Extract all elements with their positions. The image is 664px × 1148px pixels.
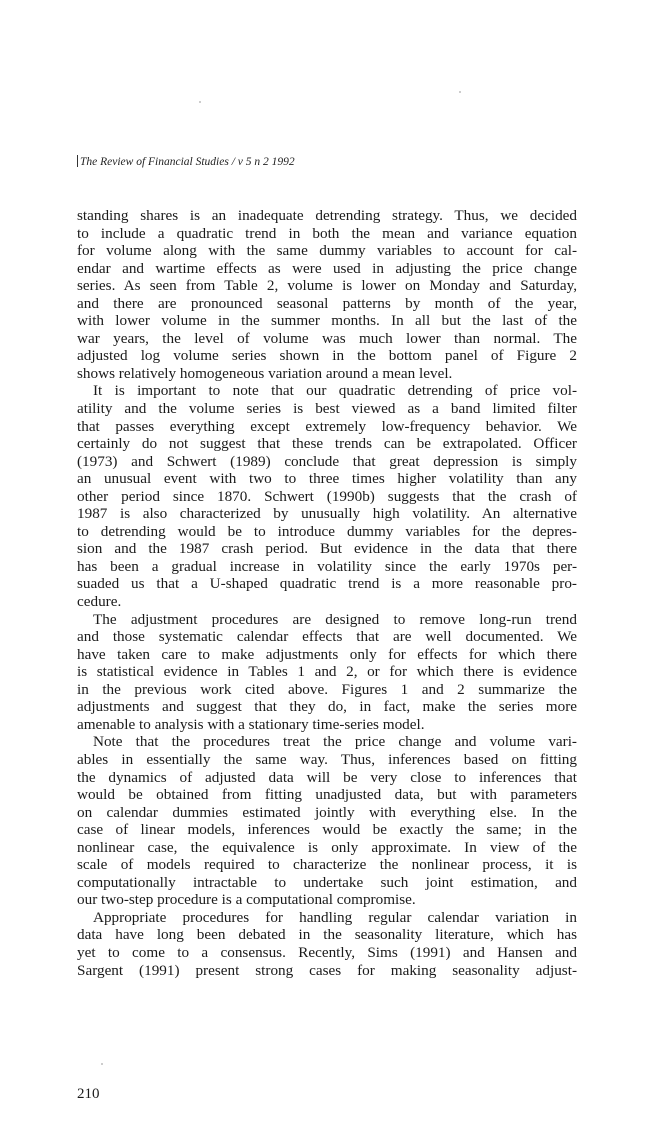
paragraph: [77, 733, 577, 908]
text-line: nonlinear case, the equivalence is only approximate. In view of the: [77, 838, 577, 856]
scan-speck: [459, 91, 461, 93]
text-line: war years, the level of volume was much lower than normal. The: [77, 329, 577, 347]
text-line: would be obtained from fitting unadjusted data, but with parameters: [77, 786, 577, 804]
text-line: that passes everything except extremely low-frequency behavior. We: [77, 417, 577, 435]
text-line: Sargent (1991) present strong cases for making seasonality adjust-: [77, 961, 577, 979]
text-line: amenable to analysis with a stationary time-series model.: [77, 715, 425, 733]
paragraph: [77, 207, 577, 382]
text-line: cedure.: [77, 593, 122, 611]
text-line: adjustments and suggest that they do, in fact, make the series more: [77, 698, 577, 716]
text-line: ables in essentially the same way. Thus, inferences based on fitting: [77, 750, 577, 768]
text-line: yet to come to a consensus. Recently, Sims (1991) and Hansen and: [77, 943, 577, 961]
text-line: endar and wartime effects as were used in adjusting the price change: [77, 259, 577, 277]
text-line: to include a quadratic trend in both the mean and variance equation: [77, 224, 577, 242]
text-line: with lower volume in the summer months. In all but the last of the: [77, 312, 577, 330]
text-line: sion and the 1987 crash period. But evidence in the data that there: [77, 540, 577, 558]
text-line: adjusted log volume series shown in the bottom panel of Figure 2: [77, 347, 577, 365]
running-head-text: The Review of Financial Studies / v 5 n 2 1992: [80, 156, 295, 168]
text-line: on calendar dummies estimated jointly with everything else. In the: [77, 803, 577, 821]
running-head: [77, 155, 295, 168]
text-line: data have long been debated in the seasonality literature, which has: [77, 926, 577, 944]
text-line: (1973) and Schwert (1989) conclude that great depression is simply: [77, 452, 577, 470]
paragraph: [77, 611, 577, 734]
text-line: Appropriate procedures for handling regular calendar variation in: [93, 908, 577, 926]
text-line: It is important to note that our quadratic detrending of price vol-: [93, 382, 577, 400]
text-line: certainly do not suggest that these trends can be extrapolated. Officer: [77, 435, 577, 453]
text-line: case of linear models, inferences would be exactly the same; in the: [77, 821, 577, 839]
scan-speck: [101, 1063, 103, 1065]
page-number: 210: [77, 1086, 100, 1102]
text-line: Note that the procedures treat the price change and volume vari-: [93, 733, 577, 751]
article-body: [77, 207, 577, 979]
paragraph: [77, 382, 577, 610]
text-line: and there are pronounced seasonal patterns by month of the year,: [77, 294, 577, 312]
text-line: has been a gradual increase in volatility since the early 1970s per-: [77, 557, 577, 575]
text-line: 1987 is also characterized by unusually high volatility. An alternative: [77, 505, 577, 523]
text-line: is statistical evidence in Tables 1 and 2, or for which there is evidence: [77, 663, 577, 681]
text-line: suaded us that a U-shaped quadratic trend is a more reasonable pro-: [77, 575, 577, 593]
text-line: for volume along with the same dummy variables to account for cal-: [77, 242, 577, 260]
text-line: in the previous work cited above. Figures 1 and 2 summarize the: [77, 680, 577, 698]
text-line: The adjustment procedures are designed to remove long-run trend: [93, 610, 577, 628]
text-line: other period since 1870. Schwert (1990b) suggests that the crash of: [77, 487, 577, 505]
scan-speck: [199, 101, 201, 103]
text-line: and those systematic calendar effects that are well documented. We: [77, 628, 577, 646]
running-head-rule: [77, 155, 78, 167]
text-line: have taken care to make adjustments only for effects for which there: [77, 645, 577, 663]
text-line: an unusual event with two to three times higher volatility than any: [77, 470, 577, 488]
text-line: standing shares is an inadequate detrending strategy. Thus, we decided: [77, 207, 577, 224]
text-line: computationally intractable to undertake such joint estimation, and: [77, 873, 577, 891]
text-line: the dynamics of adjusted data will be very close to inferences that: [77, 768, 577, 786]
text-line: shows relatively homogeneous variation around a mean level.: [77, 364, 453, 382]
text-line: series. As seen from Table 2, volume is lower on Monday and Saturday,: [77, 277, 577, 295]
paragraph: [77, 909, 577, 979]
text-line: to detrending would be to introduce dummy variables for the depres-: [77, 522, 577, 540]
text-line: scale of models required to characterize the nonlinear process, it is: [77, 856, 577, 874]
text-line: atility and the volume series is best viewed as a band limited filter: [77, 400, 577, 418]
text-line: our two-step procedure is a computational compromise.: [77, 891, 416, 909]
